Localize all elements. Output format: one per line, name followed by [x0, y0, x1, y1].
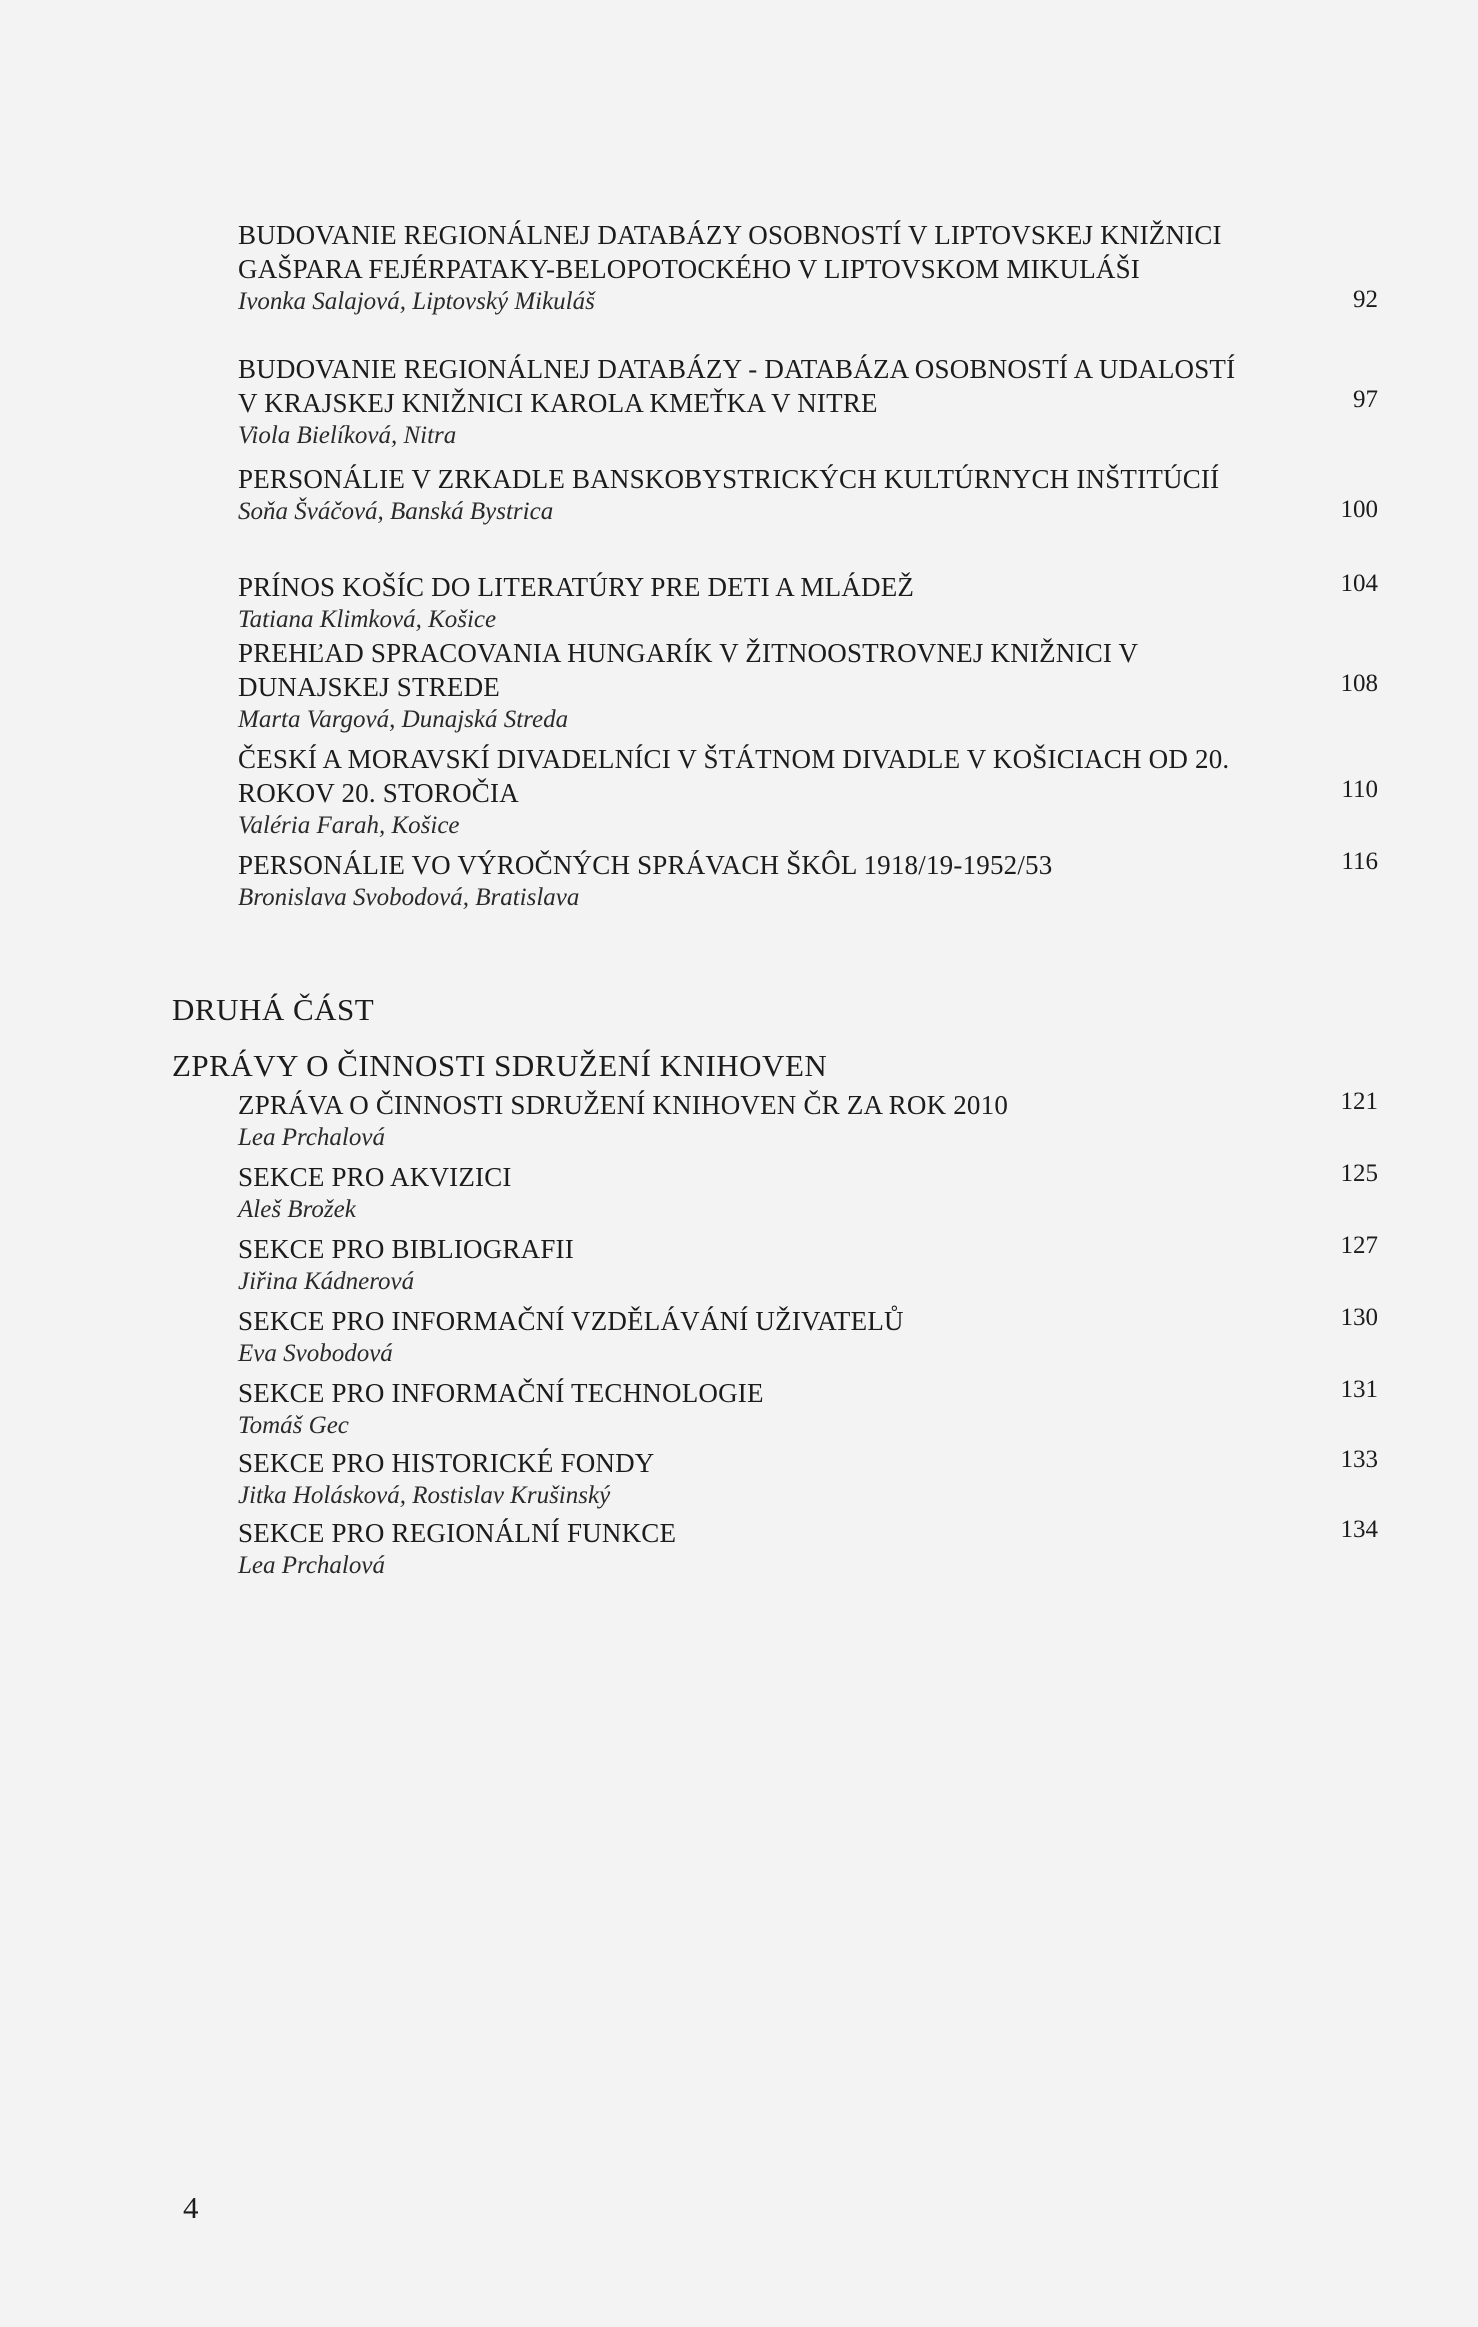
entry-title: SEKCE PRO REGIONÁLNÍ FUNKCE	[238, 1518, 677, 1548]
entry-page: 116	[1341, 848, 1378, 875]
toc-entry	[238, 848, 1378, 914]
entry-author: Aleš Brožek	[238, 1196, 356, 1223]
toc-entry	[238, 1516, 1378, 1582]
entry-author: Tatiana Klimková, Košice	[238, 606, 497, 633]
entry-title: BUDOVANIE REGIONÁLNEJ DATABÁZY OSOBNOSTÍ V LIPTOVSKEJ KNIŽNICI GAŠPARA FEJÉRPATAKY-BELOPOTOCKÉHO V LIPTOVSKOM MIKULÁŠI	[238, 220, 1222, 284]
entry-title: ČESKÍ A MORAVSKÍ DIVADELNÍCI V ŠTÁTNOM DIVADLE V KOŠICIACH OD 20. ROKOV 20. STOROČIA	[238, 744, 1230, 808]
part-label: DRUHÁ ČÁST	[172, 992, 375, 1027]
entry-page: 121	[1340, 1088, 1378, 1115]
entry-page: 104	[1340, 570, 1378, 597]
entry-author: Tomáš Gec	[238, 1412, 349, 1439]
entry-title: PREHĽAD SPRACOVANIA HUNGARÍK V ŽITNOOSTROVNEJ KNIŽNICI V DUNAJSKEJ STREDE	[238, 638, 1138, 702]
entry-title: PERSONÁLIE VO VÝROČNÝCH SPRÁVACH ŠKÔL 1918/19-1952/53	[238, 850, 1053, 880]
toc-entry	[238, 1232, 1378, 1298]
toc-entry	[238, 742, 1378, 842]
entry-page: 125	[1340, 1160, 1378, 1187]
entry-page: 130	[1340, 1304, 1378, 1331]
entry-author: Bronislava Svobodová, Bratislava	[238, 884, 580, 911]
entry-author: Marta Vargová, Dunajská Streda	[238, 706, 569, 733]
entry-title: PERSONÁLIE V ZRKADLE BANSKOBYSTRICKÝCH KULTÚRNYCH INŠTITÚCIÍ	[238, 464, 1220, 494]
entry-author: Lea Prchalová	[238, 1552, 385, 1579]
section-heading: ZPRÁVY O ČINNOSTI SDRUŽENÍ KNIHOVEN	[172, 1048, 828, 1083]
toc-entry	[238, 636, 1378, 736]
toc-entry	[238, 570, 1378, 636]
entry-page: 133	[1340, 1446, 1378, 1473]
entry-page: 100	[1340, 496, 1378, 523]
entry-author: Lea Prchalová	[238, 1124, 385, 1151]
entry-title: PRÍNOS KOŠÍC DO LITERATÚRY PRE DETI A MLÁDEŽ	[238, 572, 915, 602]
page-number: 4	[183, 2190, 199, 2225]
toc-entry	[238, 462, 1378, 528]
toc-entry	[238, 218, 1378, 318]
entry-author: Eva Svobodová	[238, 1340, 393, 1367]
toc-entry	[238, 1304, 1378, 1370]
entry-author: Soňa Šváčová, Banská Bystrica	[238, 498, 554, 525]
entry-title: BUDOVANIE REGIONÁLNEJ DATABÁZY - DATABÁZA OSOBNOSTÍ A UDALOSTÍ V KRAJSKEJ KNIŽNICI KAROLA KMEŤKA V NITRE	[238, 354, 1236, 418]
entry-title: SEKCE PRO INFORMAČNÍ VZDĚLÁVÁNÍ UŽIVATELŮ	[238, 1306, 904, 1336]
entry-page: 134	[1340, 1516, 1378, 1543]
entry-page: 110	[1341, 776, 1378, 803]
entry-page: 127	[1340, 1232, 1378, 1259]
entry-author: Viola Bielíková, Nitra	[238, 422, 457, 449]
entry-title: ZPRÁVA O ČINNOSTI SDRUŽENÍ KNIHOVEN ČR ZA ROK 2010	[238, 1090, 1009, 1120]
entry-page: 131	[1340, 1376, 1378, 1403]
entry-author: Jitka Holásková, Rostislav Krušinský	[238, 1482, 611, 1509]
entry-page: 92	[1353, 286, 1378, 313]
toc-entry	[238, 1446, 1378, 1512]
entry-title: SEKCE PRO HISTORICKÉ FONDY	[238, 1448, 655, 1478]
entry-page: 108	[1340, 670, 1378, 697]
entry-title: SEKCE PRO BIBLIOGRAFII	[238, 1234, 574, 1264]
toc-entry	[238, 1376, 1378, 1442]
entry-page: 97	[1353, 386, 1378, 413]
entry-title: SEKCE PRO AKVIZICI	[238, 1162, 512, 1192]
entry-author: Jiřina Kádnerová	[238, 1268, 415, 1295]
entry-author: Ivonka Salajová, Liptovský Mikuláš	[238, 288, 595, 315]
entry-author: Valéria Farah, Košice	[238, 812, 460, 839]
toc-entry	[238, 1088, 1378, 1154]
entry-title: SEKCE PRO INFORMAČNÍ TECHNOLOGIE	[238, 1378, 764, 1408]
toc-entry	[238, 352, 1378, 452]
toc-entry	[238, 1160, 1378, 1226]
